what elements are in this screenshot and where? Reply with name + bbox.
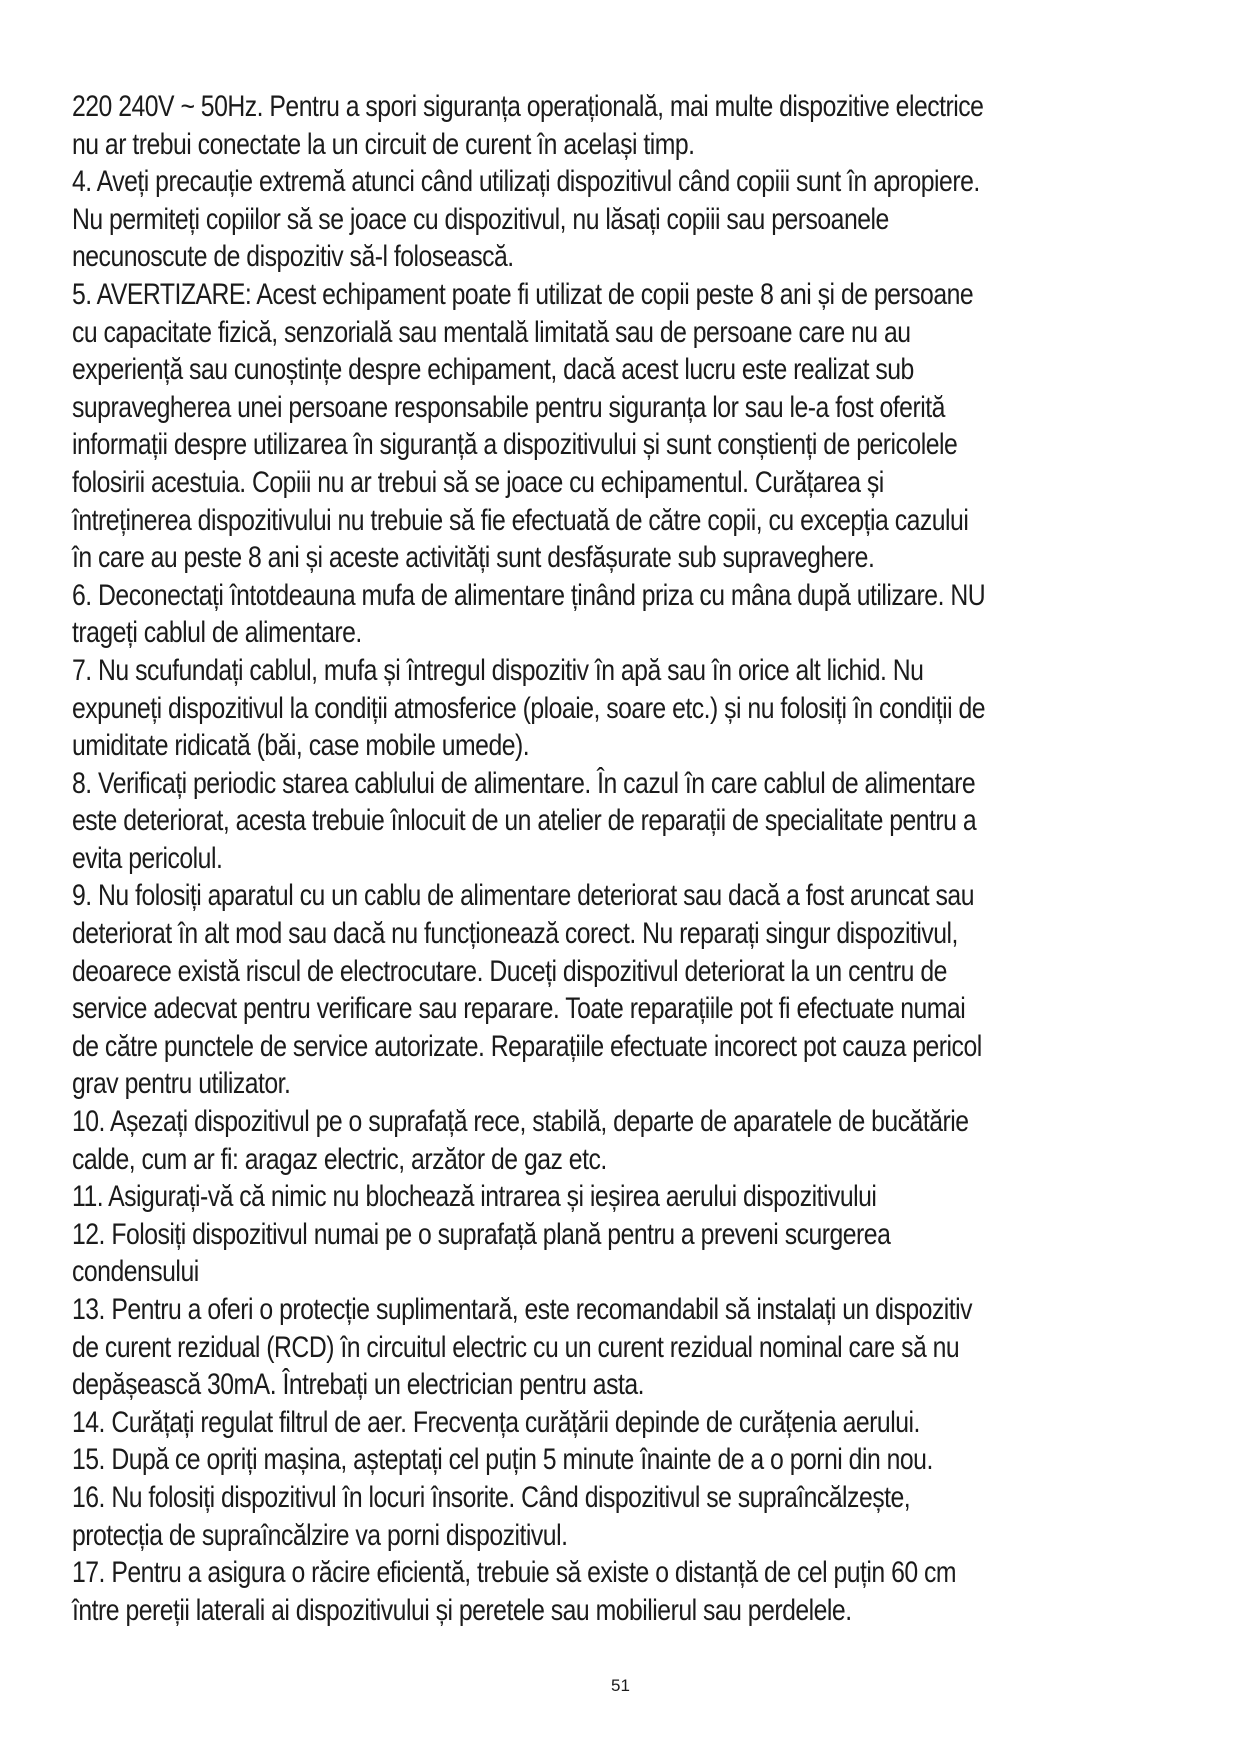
paragraph-item-11: 11. Asigurați-vă că nimic nu blochează intrarea și ieșirea aerului dispozitivului: [72, 1180, 877, 1214]
paragraph-item-7: 7. Nu scufundați cablul, mufa și întregul dispozitiv în apă sau în orice alt lichid. Nu expuneți dispozitivul la condiții atmosferice (ploaie, soare etc.) și nu folosiți în condiții de umiditate ridicată (băi, case mobile umede).: [72, 653, 986, 763]
paragraph-item-4: 4. Aveți precauție extremă atunci când utilizați dispozitivul când copiii sunt în apropiere. Nu permiteți copiilor să se joace cu dispozitivul, nu lăsați copiii sau persoanele necunoscute de dispozitiv să-l folosească.: [72, 165, 980, 274]
paragraph-item-12: 12. Folosiți dispozitivul numai pe o suprafață plană pentru a preveni scurgerea condensului: [72, 1217, 891, 1289]
paragraph-item-17: 17. Pentru a asigura o răcire eficientă, trebuie să existe o distanță de cel puțin 60 cm între pereții laterali ai dispozitivului și peretele sau mobilierul sau perdelele.: [72, 1556, 957, 1627]
paragraph-item-8: 8. Verificați periodic starea cablului de alimentare. În cazul în care cablul de alimentare este deteriorat, acesta trebuie înlocuit de un atelier de reparații de specialitate pentru a evita pericolul.: [72, 766, 977, 875]
paragraph-item-6: 6. Deconectați întotdeauna mufa de alimentare ținând priza cu mâna după utilizare. NU trageți cablul de alimentare.: [72, 578, 986, 650]
paragraph-voltage-note: 220 240V ~ 50Hz. Pentru a spori siguranța operațională, mai multe dispozitive electrice nu ar trebui conectate la un circuit de curent în același timp.: [72, 90, 984, 161]
paragraph-item-5: 5. AVERTIZARE: Acest echipament poate fi utilizat de copii peste 8 ani și de persoane cu capacitate fizică, senzorială sau mentală limitată sau de persoane care nu au experiență sau cunoștințe despre echipament, dacă acest lucru este realizat sub supravegherea unei persoane responsabile pentru siguranța lor sau le-a fost oferită informații despre utilizarea în siguranță a dispozitivului și sunt conștienți de pericolele folosirii acestuia. Copiii nu ar trebui să se joace cu echipamentul. Curățarea și întreținerea dispozitivului nu trebuie să fie efectuată de către copii, cu excepția cazului în care au peste 8 ani și aceste activități sunt desfășurate sub supraveghere.: [72, 277, 974, 575]
paragraph-item-16: 16. Nu folosiți dispozitivul în locuri însorite. Când dispozitivul se supraîncălzește, protecția de supraîncălzire va porni dispozitivul.: [72, 1480, 911, 1552]
paragraph-item-15: 15. După ce opriți mașina, așteptați cel puțin 5 minute înainte de a o porni din nou.: [72, 1443, 933, 1477]
paragraph-item-14: 14. Curățați regulat filtrul de aer. Frecvența curățării depinde de curățenia aerului.: [72, 1405, 920, 1439]
paragraph-item-9: 9. Nu folosiți aparatul cu un cablu de alimentare deteriorat sau dacă a fost aruncat sau deteriorat în alt mod sau dacă nu funcționează corect. Nu reparați singur dispozitivul, deoarece există riscul de electrocutare. Duceți dispozitivul deteriorat la un centru de service adecvat pentru verificare sau reparare. Toate reparațiile pot fi efectuate numai de către punctele de service autorizate. Reparațiile efectuate incorect pot cauza pericol grav pentru utilizator.: [72, 879, 982, 1101]
instructions-text: [72, 88, 993, 1629]
paragraph-item-10: 10. Așezați dispozitivul pe o suprafață rece, stabilă, departe de aparatele de bucătărie calde, cum ar fi: aragaz electric, arzător de gaz etc.: [72, 1105, 969, 1176]
page-number: 51: [611, 1676, 630, 1695]
paragraph-item-13: 13. Pentru a oferi o protecție suplimentară, este recomandabil să instalați un dispozitiv de curent rezidual (RCD) în circuitul electric cu un curent rezidual nominal care să nu depășească 30mA. Întrebați un electrician pentru asta.: [72, 1293, 973, 1402]
